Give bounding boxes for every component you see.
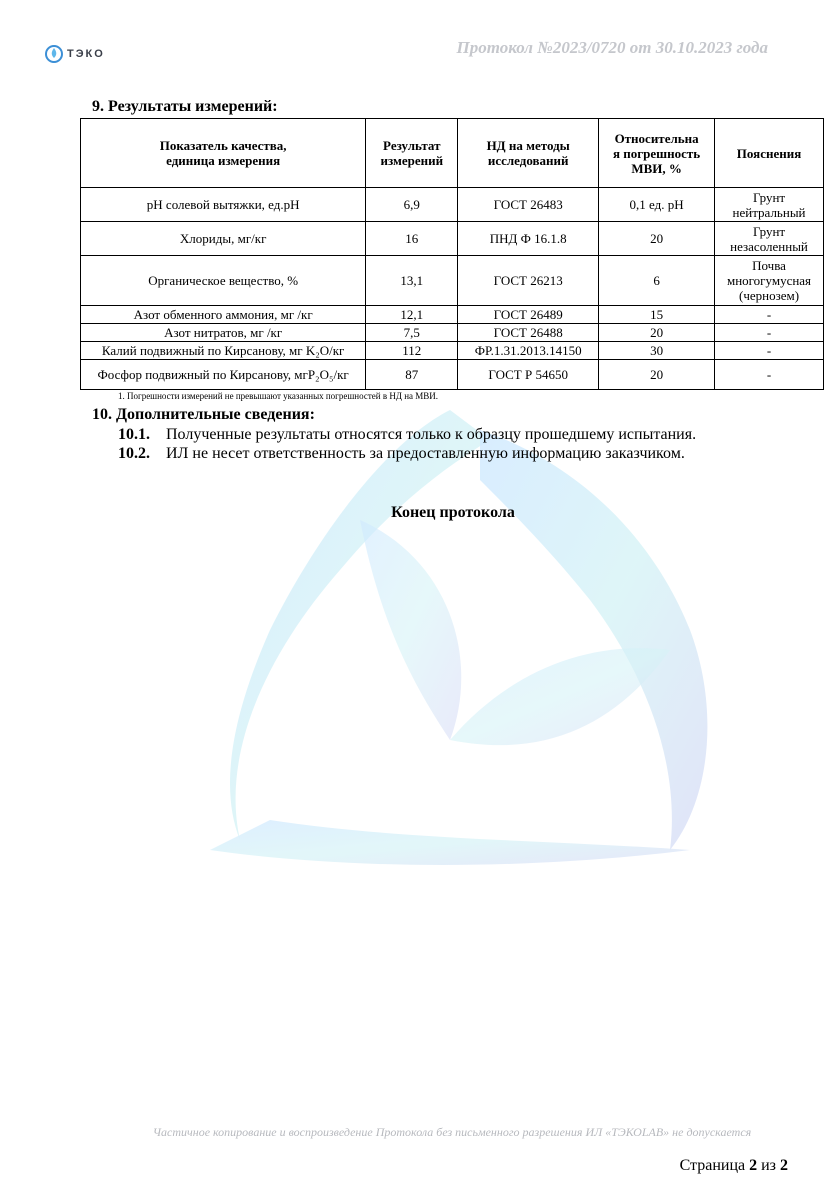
cell-indicator: Азот нитратов, мг /кг [81, 324, 366, 342]
section-9-title: 9. Результаты измерений: [92, 98, 278, 115]
cell-indicator: Органическое вещество, % [81, 256, 366, 306]
cell-error: 20 [599, 324, 715, 342]
cell-note: Грунт нейтральный [715, 188, 824, 222]
cell-note: - [715, 360, 824, 390]
cell-indicator: pH солевой вытяжки, ед.pH [81, 188, 366, 222]
cell-note: Почва многогумусная (чернозем) [715, 256, 824, 306]
company-logo [44, 44, 105, 64]
cell-indicator: Калий подвижный по Кирсанову, мг K₂O/кг [81, 342, 366, 360]
cell-method: ФР.1.31.2013.14150 [458, 342, 599, 360]
table-row [81, 306, 824, 324]
info-item [118, 445, 685, 463]
cell-result: 16 [366, 222, 458, 256]
end-of-protocol: Конец протокола [391, 504, 515, 521]
cell-indicator: Фосфор подвижный по Кирсанову, мгP₂O₅/кг [81, 360, 366, 390]
cell-error: 0,1 ед. pH [599, 188, 715, 222]
teko-logo-icon [44, 44, 64, 64]
header-result: Результат измерений [366, 119, 458, 188]
header-indicator: Показатель качества, единица измерения [81, 119, 366, 188]
cell-result: 13,1 [366, 256, 458, 306]
cell-indicator: Хлориды, мг/кг [81, 222, 366, 256]
cell-error: 6 [599, 256, 715, 306]
protocol-title: Протокол №2023/0720 от 30.10.2023 года [456, 38, 768, 57]
cell-error: 20 [599, 360, 715, 390]
table-row [81, 188, 824, 222]
cell-indicator: Азот обменного аммония, мг /кг [81, 306, 366, 324]
cell-error: 20 [599, 222, 715, 256]
cell-result: 12,1 [366, 306, 458, 324]
info-item-number: 10.1. [118, 426, 150, 443]
cell-method: ГОСТ Р 54650 [458, 360, 599, 390]
info-item-text: ИЛ не несет ответственность за предоставленную информацию заказчиком. [166, 445, 685, 462]
cell-note: Грунт незасоленный [715, 222, 824, 256]
results-table [80, 118, 824, 390]
cell-note: - [715, 342, 824, 360]
cell-method: ГОСТ 26483 [458, 188, 599, 222]
cell-error: 30 [599, 342, 715, 360]
cell-result: 112 [366, 342, 458, 360]
cell-method: ГОСТ 26488 [458, 324, 599, 342]
cell-error: 15 [599, 306, 715, 324]
table-row [81, 324, 824, 342]
cell-result: 7,5 [366, 324, 458, 342]
table-footnote: 1. Погрешности измерений не превышают указанных погрешностей в НД на МВИ. [118, 391, 439, 401]
cell-note: - [715, 306, 824, 324]
table-row [81, 256, 824, 306]
info-item [118, 426, 696, 444]
copyright-note: Частичное копирование и воспроизведение Протокола без письменного разрешения ИЛ «ТЭКОLAB» не допускается [152, 1125, 752, 1139]
header-method: НД на методы исследований [458, 119, 599, 188]
page-number: Страница 2 из 2 [679, 1157, 788, 1174]
logo-text: ТЭКО [67, 48, 105, 60]
cell-note: - [715, 324, 824, 342]
header-note: Пояснения [715, 119, 824, 188]
cell-method: ГОСТ 26213 [458, 256, 599, 306]
watermark-logo-icon [150, 400, 750, 870]
cell-method: ГОСТ 26489 [458, 306, 599, 324]
section-10-title: 10. Дополнительные сведения: [92, 406, 315, 423]
cell-method: ПНД Ф 16.1.8 [458, 222, 599, 256]
table-row [81, 360, 824, 390]
info-item-text: Полученные результаты относятся только к образцу прошедшему испытания. [166, 426, 697, 443]
cell-result: 87 [366, 360, 458, 390]
table-row [81, 342, 824, 360]
header-error: Относительна я погрешность МВИ, % [599, 119, 715, 188]
info-item-number: 10.2. [118, 445, 150, 462]
table-row [81, 222, 824, 256]
cell-result: 6,9 [366, 188, 458, 222]
table-header-row [81, 119, 824, 188]
